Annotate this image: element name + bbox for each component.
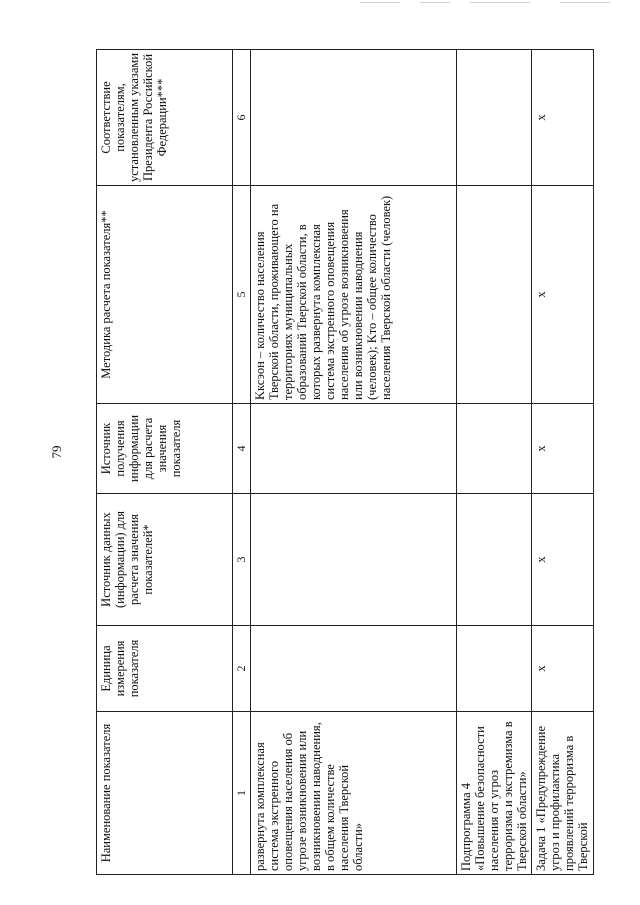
compliance-cell bbox=[251, 50, 457, 186]
table-row bbox=[251, 50, 457, 875]
indicator-table bbox=[96, 49, 594, 875]
source-data-cell bbox=[251, 494, 457, 626]
indicator-table-wrapper bbox=[96, 50, 591, 875]
unit-cell bbox=[457, 626, 532, 712]
compliance-cell bbox=[457, 50, 532, 186]
table-row bbox=[532, 50, 594, 875]
method-cell bbox=[457, 186, 532, 404]
method-cell: х bbox=[532, 186, 594, 404]
scan-artifact-line bbox=[470, 2, 530, 3]
column-number: 3 bbox=[233, 494, 251, 626]
header-cell: Источник получения информации для расчета значения показателя bbox=[97, 404, 233, 494]
compliance-cell: х bbox=[532, 50, 594, 186]
header-row bbox=[97, 50, 233, 875]
column-number: 2 bbox=[233, 626, 251, 712]
source-info-cell: х bbox=[532, 404, 594, 494]
source-info-cell bbox=[251, 404, 457, 494]
subprogram-name-cell: Подпрограмма 4 «Повышение безопасности населения от угроз терроризма и экстремизма в Тверской области» bbox=[457, 712, 532, 875]
unit-cell: х bbox=[532, 626, 594, 712]
column-number-row bbox=[233, 50, 251, 875]
column-number: 5 bbox=[233, 186, 251, 404]
header-cell: Наименование показателя bbox=[97, 712, 233, 875]
source-data-cell: х bbox=[532, 494, 594, 626]
scan-artifact-line bbox=[420, 2, 450, 3]
column-number: 1 bbox=[233, 712, 251, 875]
header-cell: Методика расчета показателя** bbox=[97, 186, 233, 404]
indicator-name-cell: развернута комплексная система экстренного оповещения населения об угрозе возникновения или возникновении наводнения, в общем количестве населения Тверской области» bbox=[251, 712, 457, 875]
column-number: 4 bbox=[233, 404, 251, 494]
page-number: 79 bbox=[49, 445, 64, 459]
source-info-cell bbox=[457, 404, 532, 494]
method-cell: Kксэон – количество населения Тверской области, проживающего на территориях муниципальных образований Тверской области, в которых развернута комплексная система экстренного оповещения населения об угрозе возникновения или возникновении наводнения (человек); Kто – общее количество населения Тверской области (человек) bbox=[251, 186, 457, 404]
unit-cell bbox=[251, 626, 457, 712]
header-cell: Единица измерения показателя bbox=[97, 626, 233, 712]
column-number: 6 bbox=[233, 50, 251, 186]
task-name-cell: Задача 1 «Предупреждение угроз и профилактика проявлений терроризма в Тверской bbox=[532, 712, 594, 875]
source-data-cell bbox=[457, 494, 532, 626]
header-cell: Соответствие показателям, установленным указами Президента Российской Федерации*** bbox=[97, 50, 233, 186]
header-cell: Источник данных (информации) для расчета значения показателей* bbox=[97, 494, 233, 626]
scan-artifact-line bbox=[560, 2, 610, 3]
scan-artifact-line bbox=[360, 2, 400, 3]
table-row bbox=[457, 50, 532, 875]
